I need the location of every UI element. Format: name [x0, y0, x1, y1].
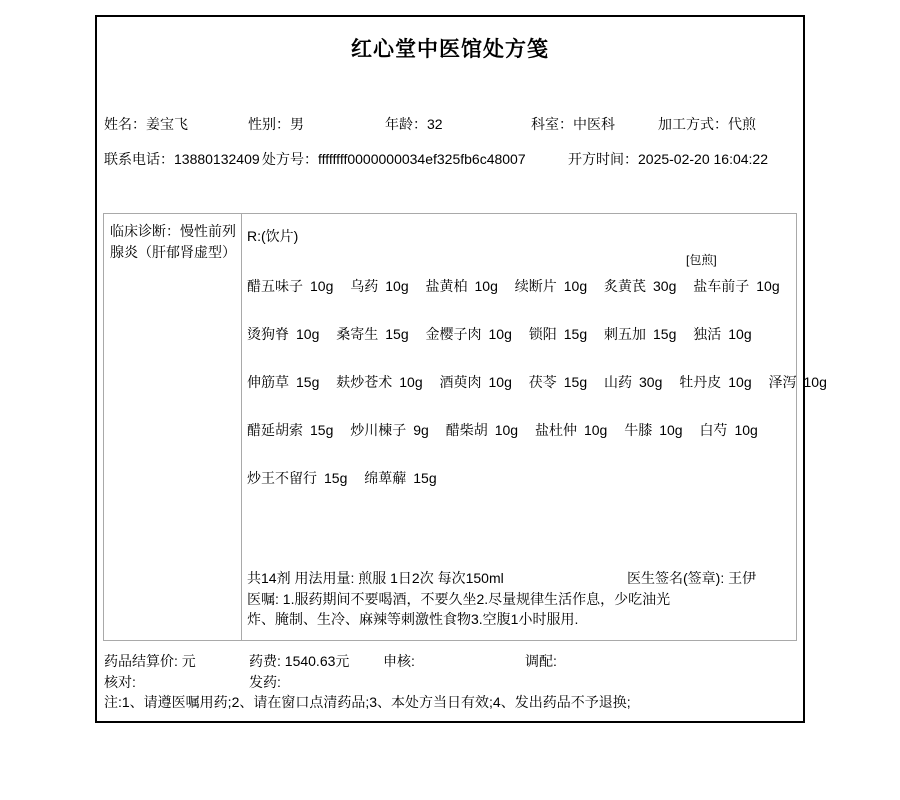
medicine-item: 盐杜仲 10g [534, 422, 608, 438]
medicine-fee: 药费: 1540.63元 [249, 653, 350, 669]
department: 科室：中医科 [531, 116, 615, 132]
prepare-field: 调配: [525, 653, 557, 669]
medicine-item: 醋五味子 10g [247, 278, 334, 294]
medicine-row [247, 276, 793, 296]
medicine-item: 炒川楝子 9g [350, 422, 429, 438]
medicine-item: 白芍 10g [699, 422, 758, 438]
medicine-item: 醋延胡索 15g [247, 422, 334, 438]
issue-time: 开方时间：2025-02-20 16:04:22 [568, 151, 768, 167]
doctor-advice-line2: 炸、腌制、生冷、麻辣等刺激性食物3.空腹1小时服用. [247, 611, 579, 627]
medicine-row [247, 420, 771, 440]
prescription-sheet [95, 15, 827, 723]
medicine-item: 山药 30g [604, 374, 663, 390]
medicine-item: 盐车前子 10g [693, 278, 780, 294]
doctor-advice-line1: 医嘱: 1.服药期间不要喝酒，不要久坐2.尽量规律生活作息，少吃油光 [247, 591, 671, 607]
medicine-item: 独活 10g [693, 326, 752, 342]
medicine-item: 茯苓 15g [528, 374, 588, 390]
medicine-item: 炙黄芪 30g [604, 278, 677, 294]
medicine-item: 刺五加 15g [604, 326, 677, 342]
contact-phone: 联系电话：13880132409 [104, 151, 260, 167]
medicine-item: 金樱子肉 10g [425, 326, 512, 342]
medicine-item: 麸炒苍术 10g [336, 374, 423, 390]
doctor-signature: 医生签名(签章): 王伊 [627, 570, 757, 586]
patient-name: 姓名：姜宝飞 [104, 116, 188, 132]
medicine-item: 锁阳 15g [528, 326, 588, 342]
medicine-item: 乌药 10g [350, 278, 409, 294]
prescription-table [103, 213, 827, 641]
footer-note: 注:1、请遵医嘱用药;2、请在窗口点清药品;3、本处方当日有效;4、发出药品不予退换; [104, 694, 631, 710]
rx-header: R:(饮片) [247, 228, 299, 244]
medicine-item: 牡丹皮 10g [679, 374, 752, 390]
medicine-item: 伸筋草 15g [247, 374, 320, 390]
medicine-row [247, 468, 450, 488]
medicine-item: 绵萆薢 15g [364, 470, 437, 486]
prescription-number: 处方号：ffffffff0000000034ef325fb6c48007 [262, 151, 526, 167]
medicine-row [247, 372, 840, 392]
medicine-item: 醋柴胡 10g [445, 422, 519, 438]
patient-age: 年龄：32 [385, 116, 443, 132]
review-field: 申核: [383, 653, 415, 669]
medicine-item: 盐黄柏 10g [425, 278, 498, 294]
medicine-item: 泽泻 10g [768, 374, 827, 390]
clinical-diagnosis: 临床诊断：慢性前列腺炎（肝郁肾虚型） [104, 214, 242, 640]
medicine-row [247, 324, 765, 344]
settlement-price: 药品结算价: 元 [104, 653, 196, 669]
medicine-item: 酒萸肉 10g [439, 374, 512, 390]
medicine-item: 续断片 10g [514, 278, 588, 294]
patient-gender: 性别：男 [248, 116, 304, 132]
medicine-item: 牛膝 10g [624, 422, 683, 438]
check-field: 核对: [104, 674, 136, 690]
dispense-field: 发药: [249, 674, 281, 690]
medicine-item: 炒王不留行 15g [247, 470, 348, 486]
medicine-item: 桑寄生 15g [336, 326, 409, 342]
processing-method: 加工方式：代煎 [658, 116, 756, 132]
dose-usage: 共14剂 用法用量: 煎服 1日2次 每次150ml [247, 570, 504, 586]
page-title: 红心堂中医馆处方笺 [351, 38, 549, 61]
decoct-in-bag-tag: [包煎] [686, 253, 717, 267]
medicine-cell [242, 214, 827, 640]
medicine-item: 烫狗脊 10g [247, 326, 320, 342]
